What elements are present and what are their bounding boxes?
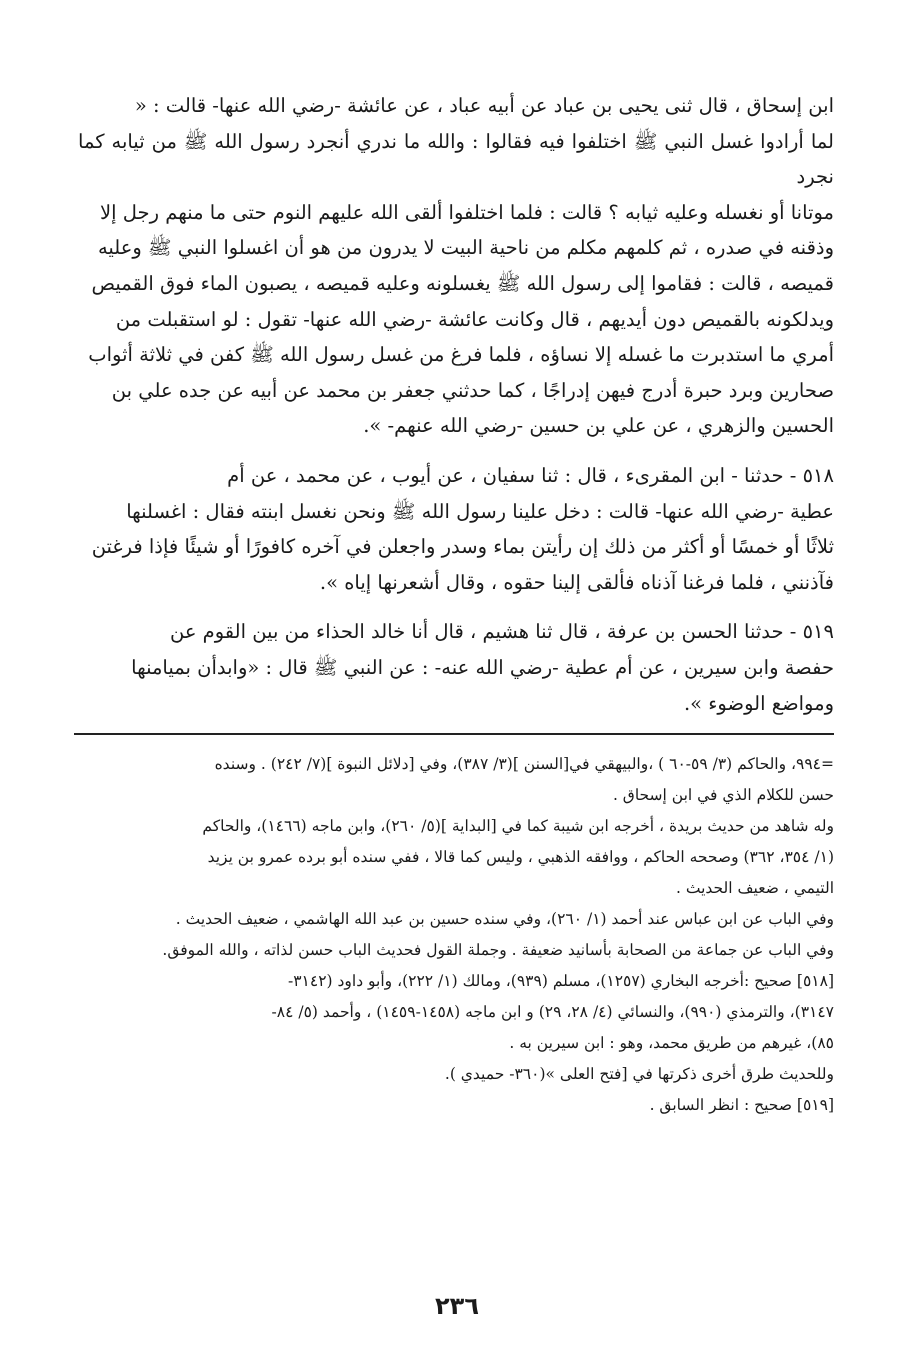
footnote-line-ibn-abbas bbox=[78, 904, 834, 935]
text-line: ٥١٨ - حدثنا - ابن المقرىء ، قال : ثنا سفيان ، عن أيوب ، عن محمد ، عن أم bbox=[227, 463, 834, 487]
footnote-line-other-routes bbox=[78, 1059, 834, 1090]
footnote-line: ٣١٤٧)، والترمذي (٩٩٠)، والنسائي (٤/ ٢٨، ٢٩) و ابن ماجه (١٤٥٨-١٤٥٩) ، وأحمد (٥/ ٨٤- bbox=[271, 1003, 834, 1022]
text-line: الحسين والزهري ، عن علي بن حسين -رضي الله عنهم- ». bbox=[363, 414, 834, 438]
footnote-line: ٨٥)، غيرهم من طريق محمد، وهو : ابن سيرين به . bbox=[509, 1034, 834, 1053]
text-line: موتانا أو نغسله وعليه ثيابه ؟ قالت : فلما اختلفوا ألقى الله عليهم النوم حتى ما منهم رجل إلا bbox=[100, 200, 834, 224]
footnote-line: حسن للكلام الذي في ابن إسحاق . bbox=[612, 786, 834, 805]
main-text bbox=[78, 88, 834, 721]
paragraph-hadith-517 bbox=[78, 88, 834, 444]
page-number: ٢٣٦ bbox=[435, 1292, 479, 1320]
footnote-line: وله شاهد من حديث بريدة ، أخرجه ابن شيبة كما في [البداية ](٥/ ٢٦٠)، وابن ماجه (١٤٦٦)، والحاكم bbox=[202, 817, 834, 836]
text-line: قميصه ، قالت : فقاموا إلى رسول الله ﷺ يغسلونه وعليه قميصه ، يصبون الماء فوق القميص bbox=[91, 271, 834, 295]
book-page bbox=[78, 88, 834, 1121]
footnote-line: التيمي ، ضعيف الحديث . bbox=[676, 879, 834, 898]
footnote-line: وفي الباب عن جماعة من الصحابة بأسانيد ضعيفة . وجملة القول فحديث الباب حسن لذاته ، والله الموفق. bbox=[162, 941, 834, 960]
text-line: لما أرادوا غسل النبي ﷺ اختلفوا فيه فقالوا : والله ما ندري أنجرد رسول الله ﷺ من ثيابه كما نجرد bbox=[78, 129, 834, 189]
footnote-line: [٥١٨] صحيح :أخرجه البخاري (١٢٥٧)، مسلم (٩٣٩)، ومالك (١/ ٢٢٢)، وأبو داود (٣١٤٢- bbox=[287, 972, 834, 991]
footnote-line: وفي الباب عن ابن عباس عند أحمد (١/ ٢٦٠)، وفي سنده حسين بن عبد الله الهاشمي ، ضعيف الحديث . bbox=[175, 910, 834, 929]
footnote-line: وللحديث طرق أخرى ذكرتها في [فتح العلى »(٣٦٠- حميدي ). bbox=[444, 1065, 834, 1084]
text-line: فآذنني ، فلما فرغنا آذناه فألقى إلينا حقوه ، وقال أشعرنها إياه ». bbox=[319, 570, 834, 594]
text-line: ثلاثًا أو خمسًا أو أكثر من ذلك إن رأيتن بماء وسدر واجعلن في آخره كافورًا أو شيئًا فإذا فرغتن bbox=[91, 535, 834, 559]
footnote-block-518 bbox=[78, 966, 834, 1059]
text-line: أمري ما استدبرت ما غسله إلا نساؤه ، فلما فرغ من غسل رسول الله ﷺ كفن في ثلاثة أثواب bbox=[88, 343, 834, 367]
footnote-line-519 bbox=[78, 1090, 834, 1121]
footnote-line: [٥١٩] صحيح : انظر السابق . bbox=[649, 1096, 834, 1115]
text-line: عطية -رضي الله عنها- قالت : دخل علينا رسول الله ﷺ ونحن نغسل ابنته فقال : اغسلنها bbox=[126, 499, 834, 523]
text-line: حفصة وابن سيرين ، عن أم عطية -رضي الله عنه- : عن النبي ﷺ قال : «وابدأن بميامنها bbox=[131, 655, 834, 679]
text-line: صحارين وبرد حبرة أدرج فيهن إدراجًا ، كما حدثني جعفر بن محمد عن أبيه عن جده علي بن bbox=[111, 378, 834, 402]
footnote-block-continued bbox=[78, 749, 834, 811]
text-line: ٥١٩ - حدثنا الحسن بن عرفة ، قال ثنا هشيم ، قال أنا خالد الحذاء من بين القوم عن bbox=[169, 620, 834, 644]
footnotes bbox=[78, 749, 834, 1121]
text-line: وذقنه في صدره ، ثم كلمهم مكلم من ناحية البيت لا يدرون من هو أن اغسلوا النبي ﷺ وعليه bbox=[97, 236, 834, 260]
footnote-block-witness bbox=[78, 811, 834, 904]
text-line: ومواضع الوضوء ». bbox=[683, 691, 834, 715]
paragraph-hadith-518 bbox=[78, 458, 834, 600]
footnote-line-summary bbox=[78, 935, 834, 966]
paragraph-hadith-519 bbox=[78, 614, 834, 721]
footnote-line: (١/ ٣٥٤، ٣٦٢) وصححه الحاكم ، ووافقه الذهبي ، وليس كما قالا ، ففي سنده أبو برده عمرو بن يزيد bbox=[207, 848, 834, 867]
footnote-divider bbox=[74, 733, 834, 735]
footnote-line: =٩٩٤، والحاكم (٣/ ٥٩-٦٠ ) ،والبيهقي في[السنن ](٣/ ٣٨٧)، وفي [دلائل النبوة ](٧/ ٢٤٢) . وسنده bbox=[214, 755, 834, 774]
text-line: ويدلكونه بالقميص دون أيديهم ، قال وكانت عائشة -رضي الله عنها- تقول : لو استقبلت من bbox=[115, 307, 834, 331]
text-line: ابن إسحاق ، قال ثنى يحيى بن عباد عن أبيه عباد ، عن عائشة -رضي الله عنها- قالت : « bbox=[134, 94, 834, 117]
